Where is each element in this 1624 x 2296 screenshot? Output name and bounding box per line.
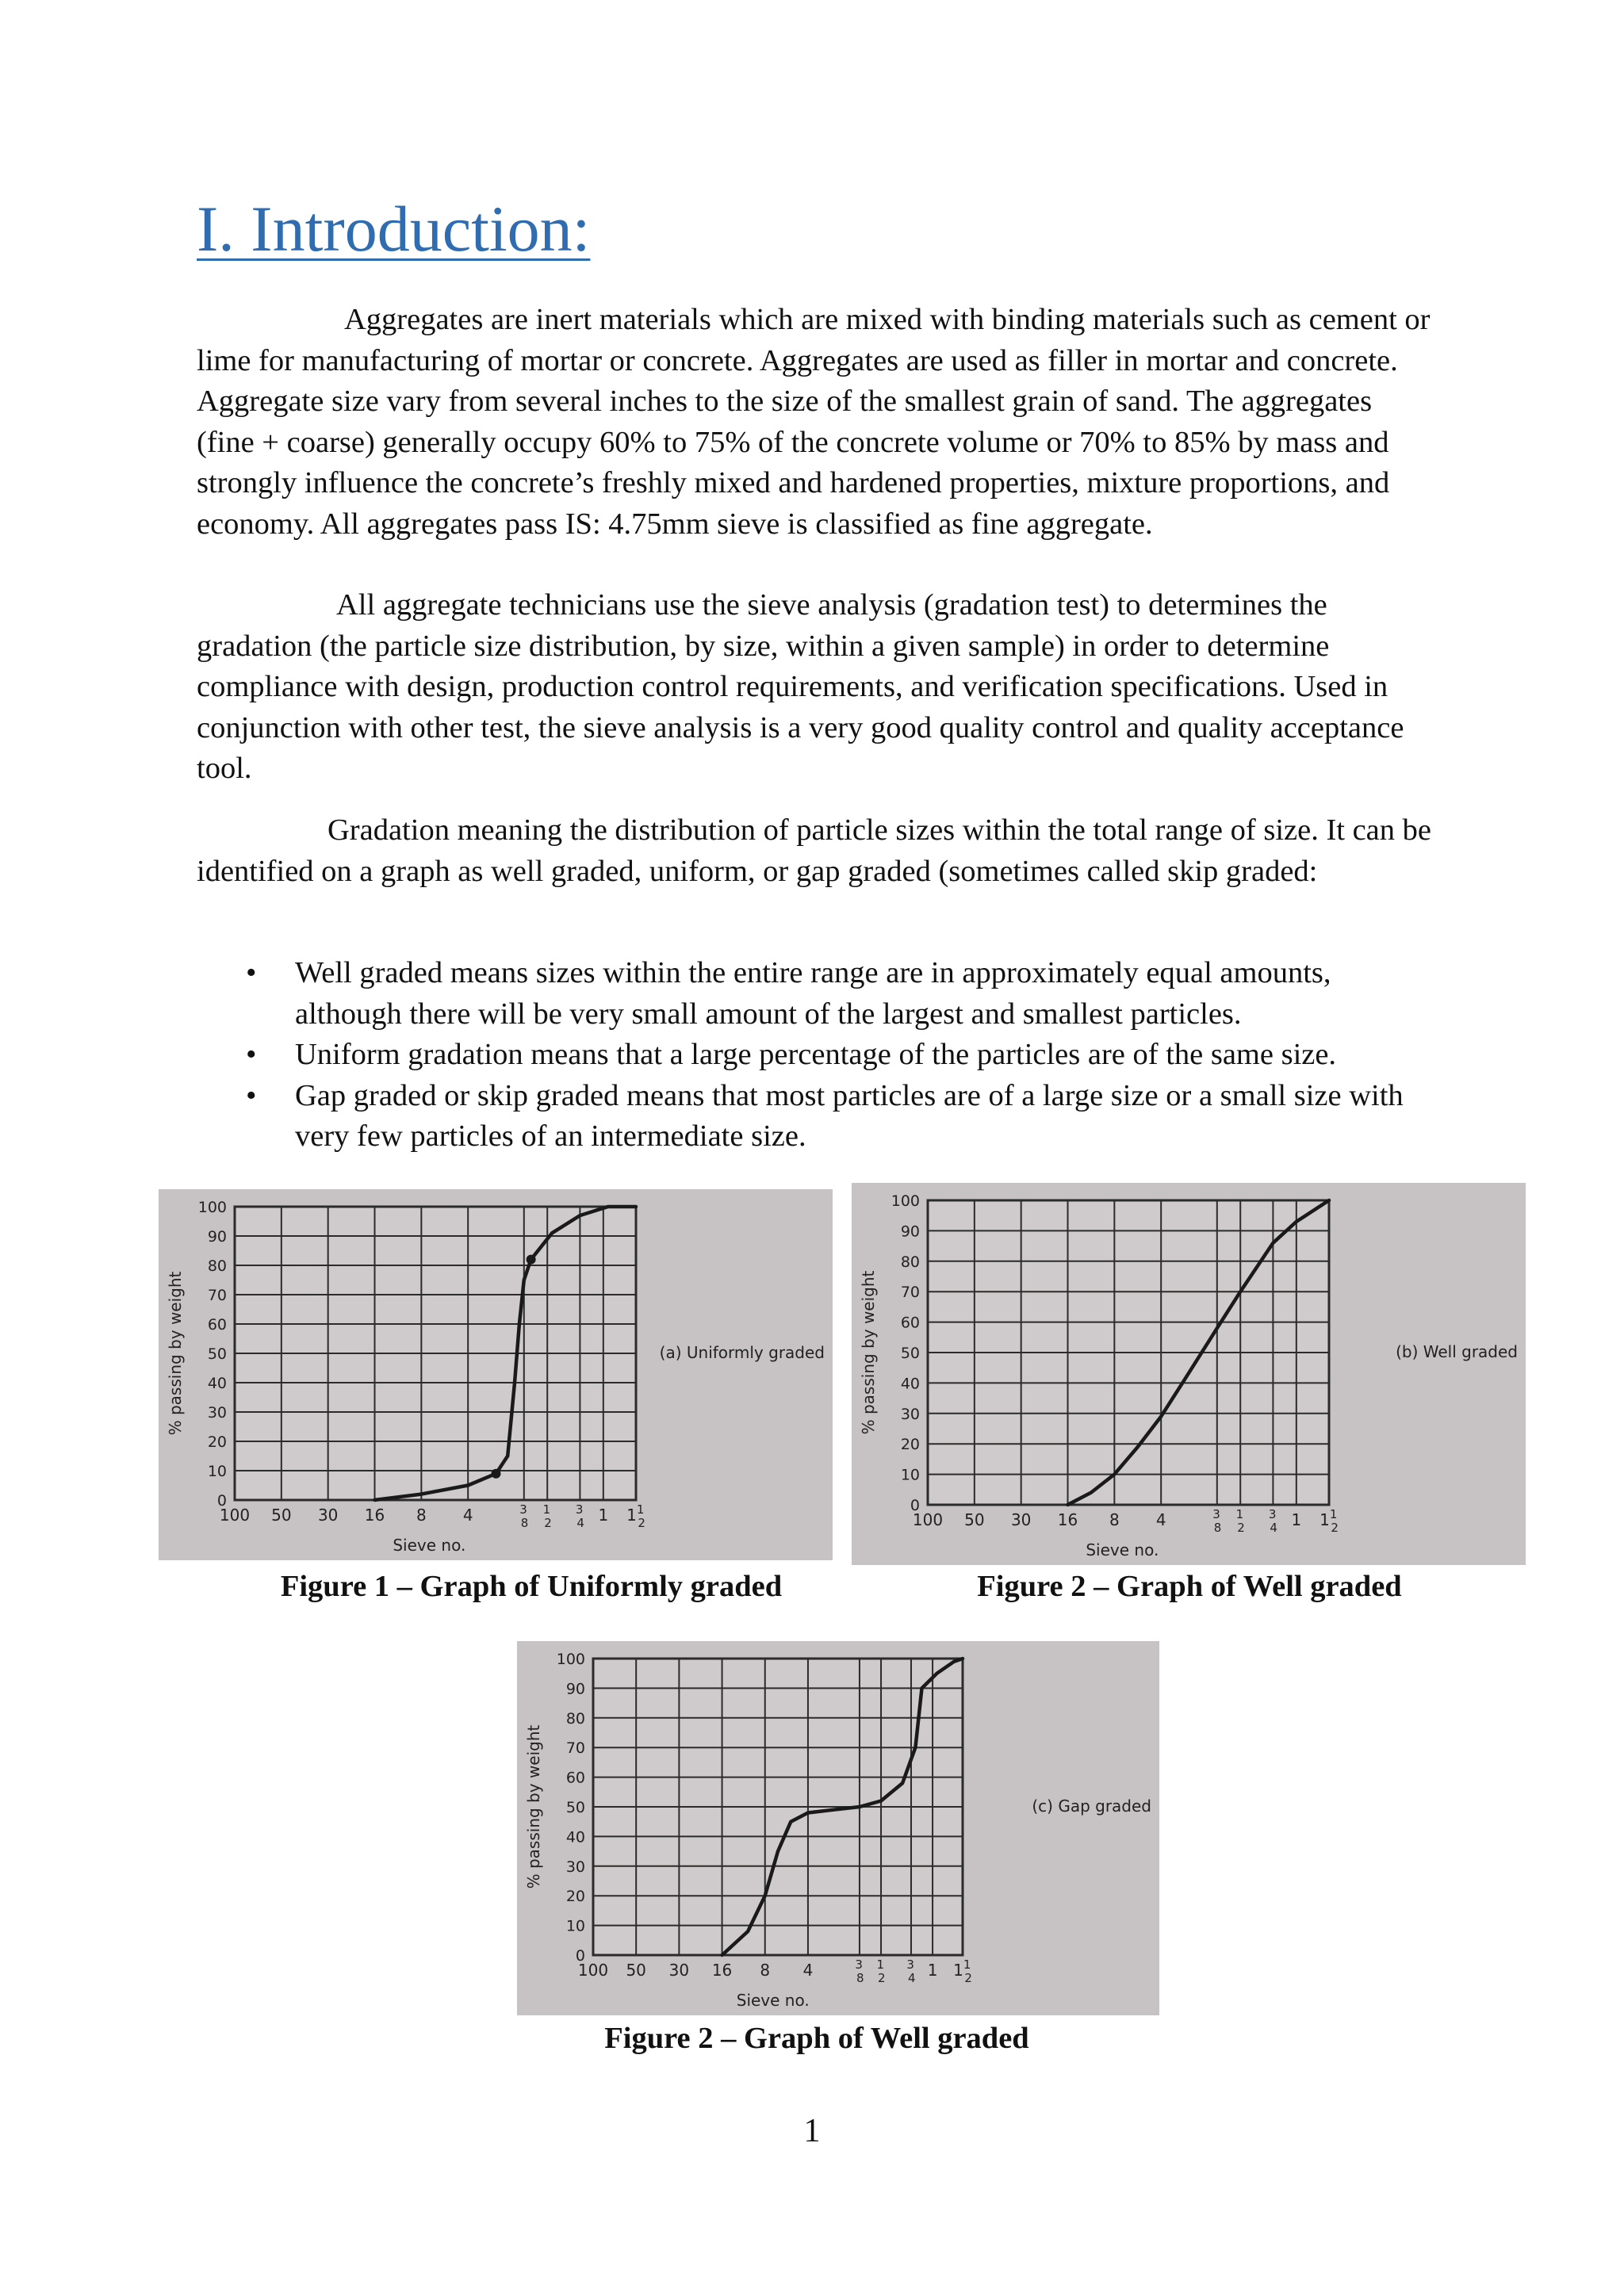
figure-well-graded	[852, 1183, 1526, 1565]
y-tick-label: 70	[565, 1739, 585, 1758]
x-tick-label: 100	[219, 1506, 251, 1525]
y-tick-label: 70	[207, 1287, 227, 1304]
x-tick-label: 30	[1010, 1510, 1032, 1529]
y-tick-label: 40	[565, 1828, 585, 1846]
x-tick-label: $^1$ 2	[542, 1502, 552, 1530]
list-item	[197, 1076, 1434, 1158]
y-tick-label: 100	[197, 1199, 227, 1216]
x-tick-label: $^3$ 8	[519, 1502, 529, 1530]
x-tick-label: 30	[317, 1506, 339, 1525]
bullet-icon: •	[246, 956, 257, 989]
bullet-icon: •	[246, 1078, 257, 1112]
paragraph-aggregates: Aggregates are inert materials which are mixed with binding materials such as cement or lime for manufacturing of mortar or concrete. Aggregates are used as filler in mortar and concrete. Aggregate size vary from several inches to the size of the smallest grain of sand. The aggregates (fine + coarse) generally occupy 60% to 75% of the concrete volume or 70% to 85% by mass and strongly influence the concrete’s freshly mixed and hardened properties, mixture proportions, and economy. All aggregates pass IS: 4.75mm sieve is classified as fine aggregate.	[197, 303, 1431, 541]
chart-gap-graded	[517, 1641, 1159, 2015]
x-tick-label: 1	[927, 1961, 938, 1980]
y-tick-label: 60	[565, 1769, 585, 1787]
y-tick-label: 40	[900, 1375, 920, 1393]
y-tick-label: 0	[575, 1947, 585, 1965]
x-tick-label: $^3$ 4	[575, 1502, 584, 1530]
x-tick-label: $1^1$ 2	[626, 1502, 645, 1530]
data-point-marker	[527, 1255, 536, 1265]
x-tick-label: 16	[1057, 1510, 1078, 1529]
y-axis-label: % passing by weight	[859, 1270, 878, 1435]
y-tick-label: 10	[565, 1917, 585, 1935]
x-tick-label: 50	[964, 1510, 985, 1529]
y-tick-label: 90	[207, 1228, 227, 1246]
figure-2-caption: Figure 2 – Graph of Well graded	[977, 1570, 1402, 1603]
y-tick-label: 20	[565, 1888, 585, 1906]
figure-uniformly-graded	[159, 1189, 833, 1560]
list-item	[197, 1035, 1434, 1076]
x-tick-label: 8	[416, 1506, 427, 1525]
y-tick-label: 100	[891, 1192, 920, 1210]
y-tick-label: 30	[900, 1405, 920, 1423]
x-axis-label: Sieve no.	[736, 1991, 810, 2010]
figure-1-caption: Figure 1 – Graph of Uniformly graded	[280, 1570, 783, 1603]
x-tick-label: 4	[462, 1506, 473, 1525]
bullet-icon: •	[246, 1038, 257, 1071]
chart-title: (b) Well graded	[1396, 1342, 1518, 1361]
y-tick-label: 50	[900, 1345, 920, 1362]
x-tick-label: 16	[711, 1961, 733, 1980]
y-tick-label: 10	[900, 1466, 920, 1484]
y-tick-label: 80	[207, 1257, 227, 1275]
x-tick-label: 8	[1109, 1510, 1120, 1529]
x-tick-label: $^3$ 8	[855, 1957, 864, 1985]
y-tick-label: 50	[207, 1345, 227, 1363]
section-title: I. Introduction:	[197, 193, 591, 265]
bullet-text: Gap graded or skip graded means that most particles are of a large size or a small size with very few particles of an intermediate size.	[295, 1078, 1404, 1153]
y-tick-label: 20	[207, 1433, 227, 1451]
x-tick-label: 30	[668, 1961, 690, 1980]
x-tick-label: 16	[364, 1506, 385, 1525]
y-axis-label: % passing by weight	[524, 1724, 543, 1889]
figure-3-caption: Figure 2 – Graph of Well graded	[604, 2022, 1029, 2055]
x-tick-label: 4	[802, 1961, 814, 1980]
y-tick-label: 20	[900, 1436, 920, 1454]
x-tick-label: 1	[1291, 1510, 1302, 1529]
y-tick-label: 100	[556, 1651, 585, 1668]
x-tick-label: 100	[577, 1961, 609, 1980]
bullet-text: Uniform gradation means that a large percentage of the particles are of the same size.	[295, 1038, 1337, 1071]
y-tick-label: 90	[900, 1223, 920, 1241]
x-tick-label: 1	[598, 1506, 609, 1525]
x-tick-label: 100	[912, 1510, 944, 1529]
y-tick-label: 0	[910, 1497, 920, 1514]
data-point-marker	[491, 1469, 500, 1479]
y-tick-label: 30	[207, 1404, 227, 1422]
y-tick-label: 90	[565, 1680, 585, 1698]
y-axis-label: % passing by weight	[166, 1271, 185, 1436]
figure-gap-graded	[517, 1641, 1159, 2015]
x-tick-label: $^3$ 4	[1268, 1507, 1277, 1535]
y-tick-label: 30	[565, 1858, 585, 1876]
x-tick-label: 50	[271, 1506, 292, 1525]
paragraph-sieve-analysis: All aggregate technicians use the sieve analysis (gradation test) to determines the gradation (the particle size distribution, by size, within a given sample) in order to determine compliance with design, production control requirements, and verification specifications. Used in conjunction with other test, the sieve analysis is a very good quality control and quality acceptance tool.	[197, 588, 1404, 785]
y-tick-label: 80	[900, 1253, 920, 1271]
x-tick-label: $^1$ 2	[1235, 1507, 1245, 1535]
y-tick-label: 0	[216, 1492, 227, 1510]
chart-uniformly-graded	[159, 1189, 833, 1560]
x-tick-label: 8	[760, 1961, 771, 1980]
x-tick-label: $^3$ 4	[906, 1957, 916, 1985]
y-tick-label: 40	[207, 1375, 227, 1392]
page-number: 1	[803, 2113, 821, 2149]
list-item	[197, 953, 1434, 1035]
x-tick-label: $^3$ 8	[1212, 1507, 1222, 1535]
y-tick-label: 60	[207, 1316, 227, 1334]
y-tick-label: 60	[900, 1314, 920, 1332]
x-tick-label: $^1$ 2	[876, 1957, 886, 1985]
y-tick-label: 80	[565, 1709, 585, 1728]
x-axis-label: Sieve no.	[1086, 1540, 1159, 1559]
x-tick-label: 4	[1155, 1510, 1166, 1529]
x-tick-label: 50	[626, 1961, 646, 1980]
x-tick-label: $1^1$ 2	[1320, 1507, 1339, 1535]
paragraph-gradation: Gradation meaning the distribution of particle sizes within the total range of size. It can be identified on a graph as well graded, uniform, or gap graded (sometimes called skip graded:	[197, 813, 1431, 888]
gradation-bullet-list	[197, 953, 1434, 1158]
chart-title: (c) Gap graded	[1032, 1797, 1151, 1816]
chart-well-graded	[852, 1183, 1526, 1565]
y-tick-label: 70	[900, 1284, 920, 1302]
chart-title: (a) Uniformly graded	[659, 1343, 825, 1362]
y-tick-label: 10	[207, 1463, 227, 1480]
y-tick-label: 50	[565, 1799, 585, 1816]
x-tick-label: $1^1$ 2	[953, 1957, 972, 1985]
x-axis-label: Sieve no.	[393, 1536, 466, 1555]
bullet-text: Well graded means sizes within the entire range are in approximately equal amounts, although there will be very small amount of the largest and smallest particles.	[295, 956, 1331, 1031]
